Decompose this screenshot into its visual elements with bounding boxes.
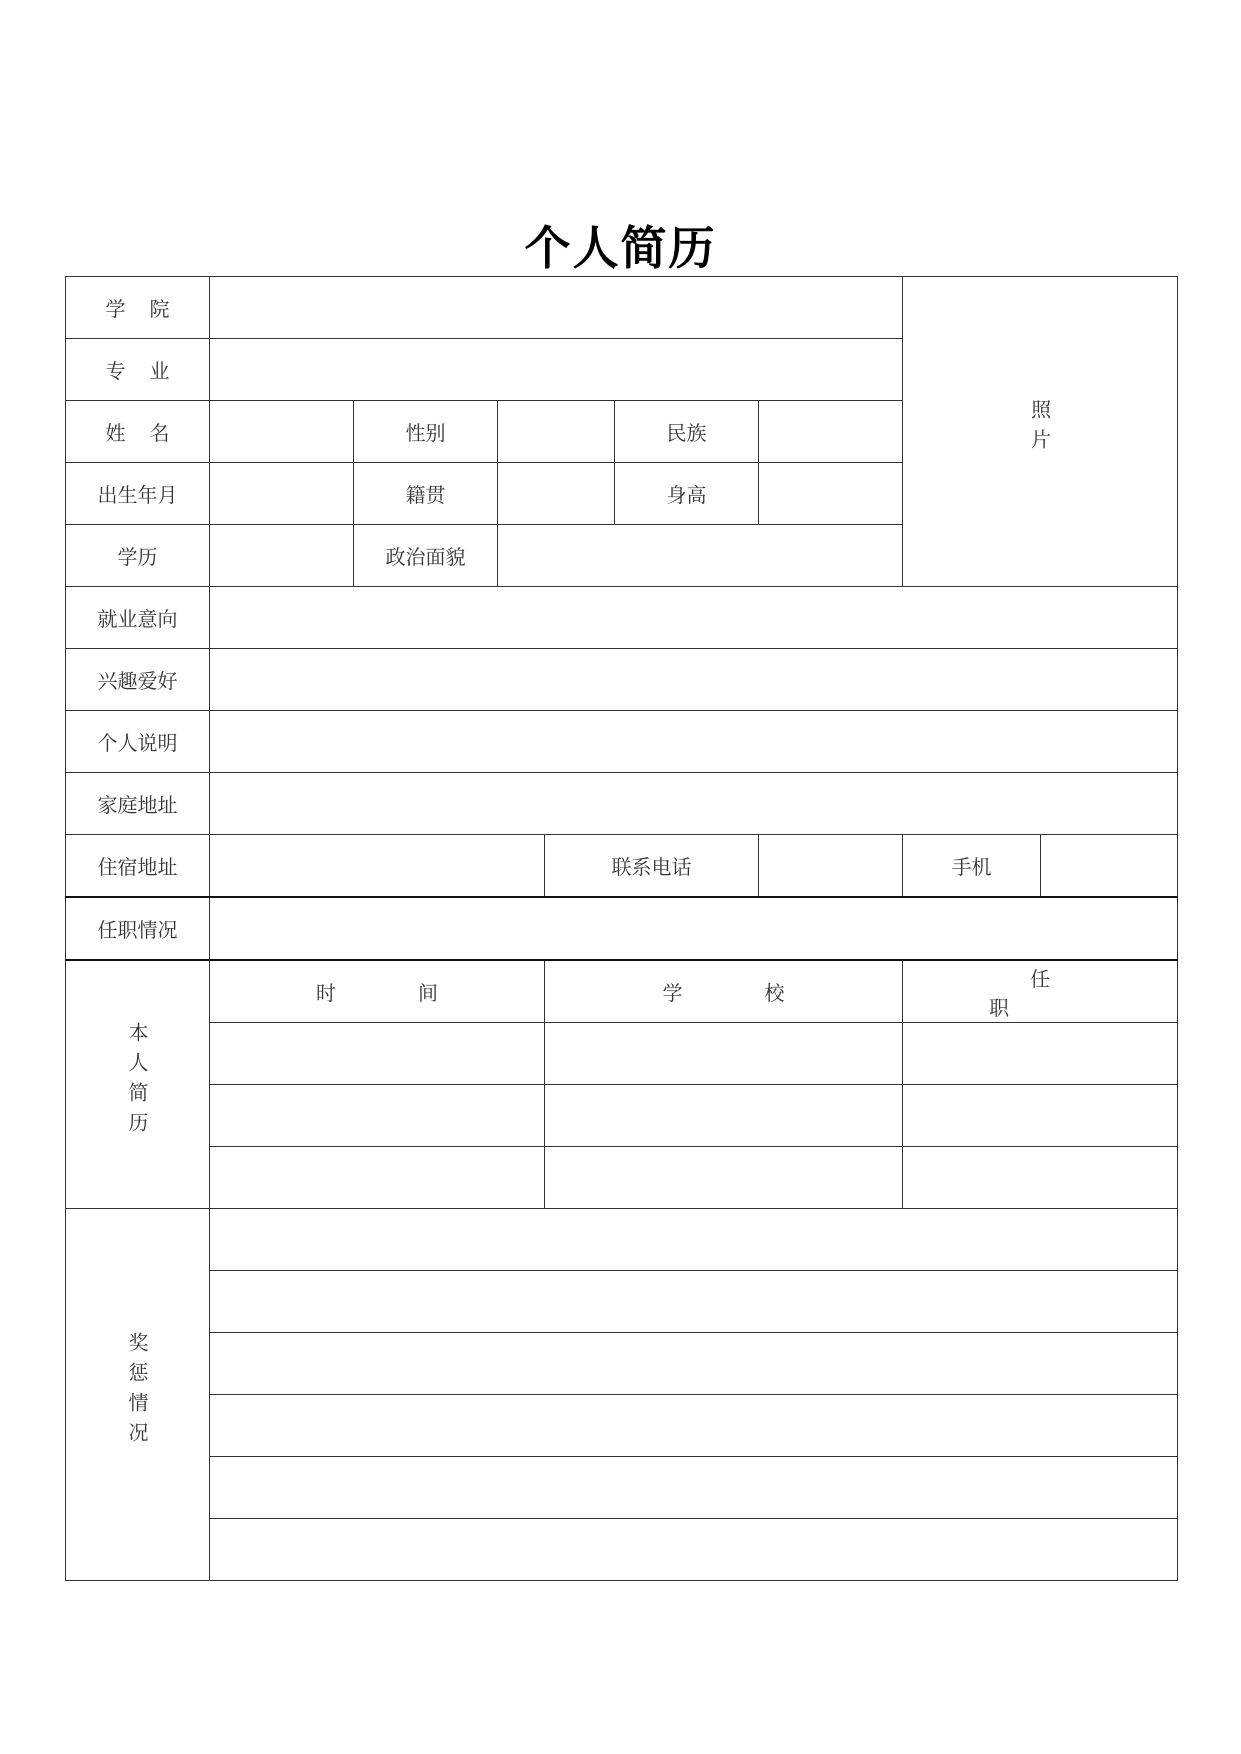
major-label: 专业 (66, 339, 210, 401)
awards-section-label: 奖惩情况 (66, 1209, 210, 1581)
resume-form (65, 276, 1178, 1581)
awards-row[interactable] (210, 1519, 1178, 1581)
college-field[interactable] (210, 277, 903, 339)
photo-box[interactable] (903, 277, 1178, 587)
college-label: 学院 (66, 277, 210, 339)
positions-field[interactable] (210, 897, 1178, 960)
major-field[interactable] (210, 339, 903, 401)
resume-header-school: 学校 (545, 960, 903, 1023)
hobbies-label: 兴趣爱好 (66, 649, 210, 711)
home-address-label: 家庭地址 (66, 773, 210, 835)
gender-field[interactable] (498, 401, 615, 463)
birth-field[interactable] (210, 463, 354, 525)
awards-row[interactable] (210, 1333, 1178, 1395)
home-address-field[interactable] (210, 773, 1178, 835)
mobile-field[interactable] (1041, 835, 1178, 898)
ethnicity-label: 民族 (615, 401, 759, 463)
dorm-address-field[interactable] (210, 835, 545, 898)
resume-header-position: 任职 (903, 960, 1178, 1023)
career-intent-label: 就业意向 (66, 587, 210, 649)
education-field[interactable] (210, 525, 354, 587)
education-label: 学历 (66, 525, 210, 587)
name-label: 姓名 (66, 401, 210, 463)
name-field[interactable] (210, 401, 354, 463)
page-title: 个人简历 (524, 221, 717, 275)
gender-label: 性别 (354, 401, 498, 463)
career-intent-field[interactable] (210, 587, 1178, 649)
birth-label: 出生年月 (66, 463, 210, 525)
ethnicity-field[interactable] (759, 401, 903, 463)
dorm-address-label: 住宿地址 (66, 835, 210, 898)
personal-statement-field[interactable] (210, 711, 1178, 773)
height-field[interactable] (759, 463, 903, 525)
resume-cell[interactable] (545, 1085, 903, 1147)
resume-cell[interactable] (210, 1085, 545, 1147)
mobile-label: 手机 (903, 835, 1041, 898)
resume-cell[interactable] (545, 1023, 903, 1085)
resume-cell[interactable] (210, 1147, 545, 1209)
contact-phone-field[interactable] (759, 835, 903, 898)
political-status-field[interactable] (498, 525, 903, 587)
resume-cell[interactable] (545, 1147, 903, 1209)
awards-row[interactable] (210, 1457, 1178, 1519)
height-label: 身高 (615, 463, 759, 525)
native-place-field[interactable] (498, 463, 615, 525)
personal-statement-label: 个人说明 (66, 711, 210, 773)
awards-row[interactable] (210, 1395, 1178, 1457)
contact-phone-label: 联系电话 (545, 835, 759, 898)
resume-header-time: 时间 (210, 960, 545, 1023)
resume-section-label: 本人简历 (66, 960, 210, 1209)
resume-cell[interactable] (903, 1085, 1178, 1147)
photo-label: 照片 (1027, 399, 1052, 459)
awards-row[interactable] (210, 1271, 1178, 1333)
hobbies-field[interactable] (210, 649, 1178, 711)
native-place-label: 籍贯 (354, 463, 498, 525)
awards-row[interactable] (210, 1209, 1178, 1271)
resume-cell[interactable] (903, 1023, 1178, 1085)
positions-label: 任职情况 (66, 897, 210, 960)
resume-cell[interactable] (903, 1147, 1178, 1209)
resume-cell[interactable] (210, 1023, 545, 1085)
political-status-label: 政治面貌 (354, 525, 498, 587)
